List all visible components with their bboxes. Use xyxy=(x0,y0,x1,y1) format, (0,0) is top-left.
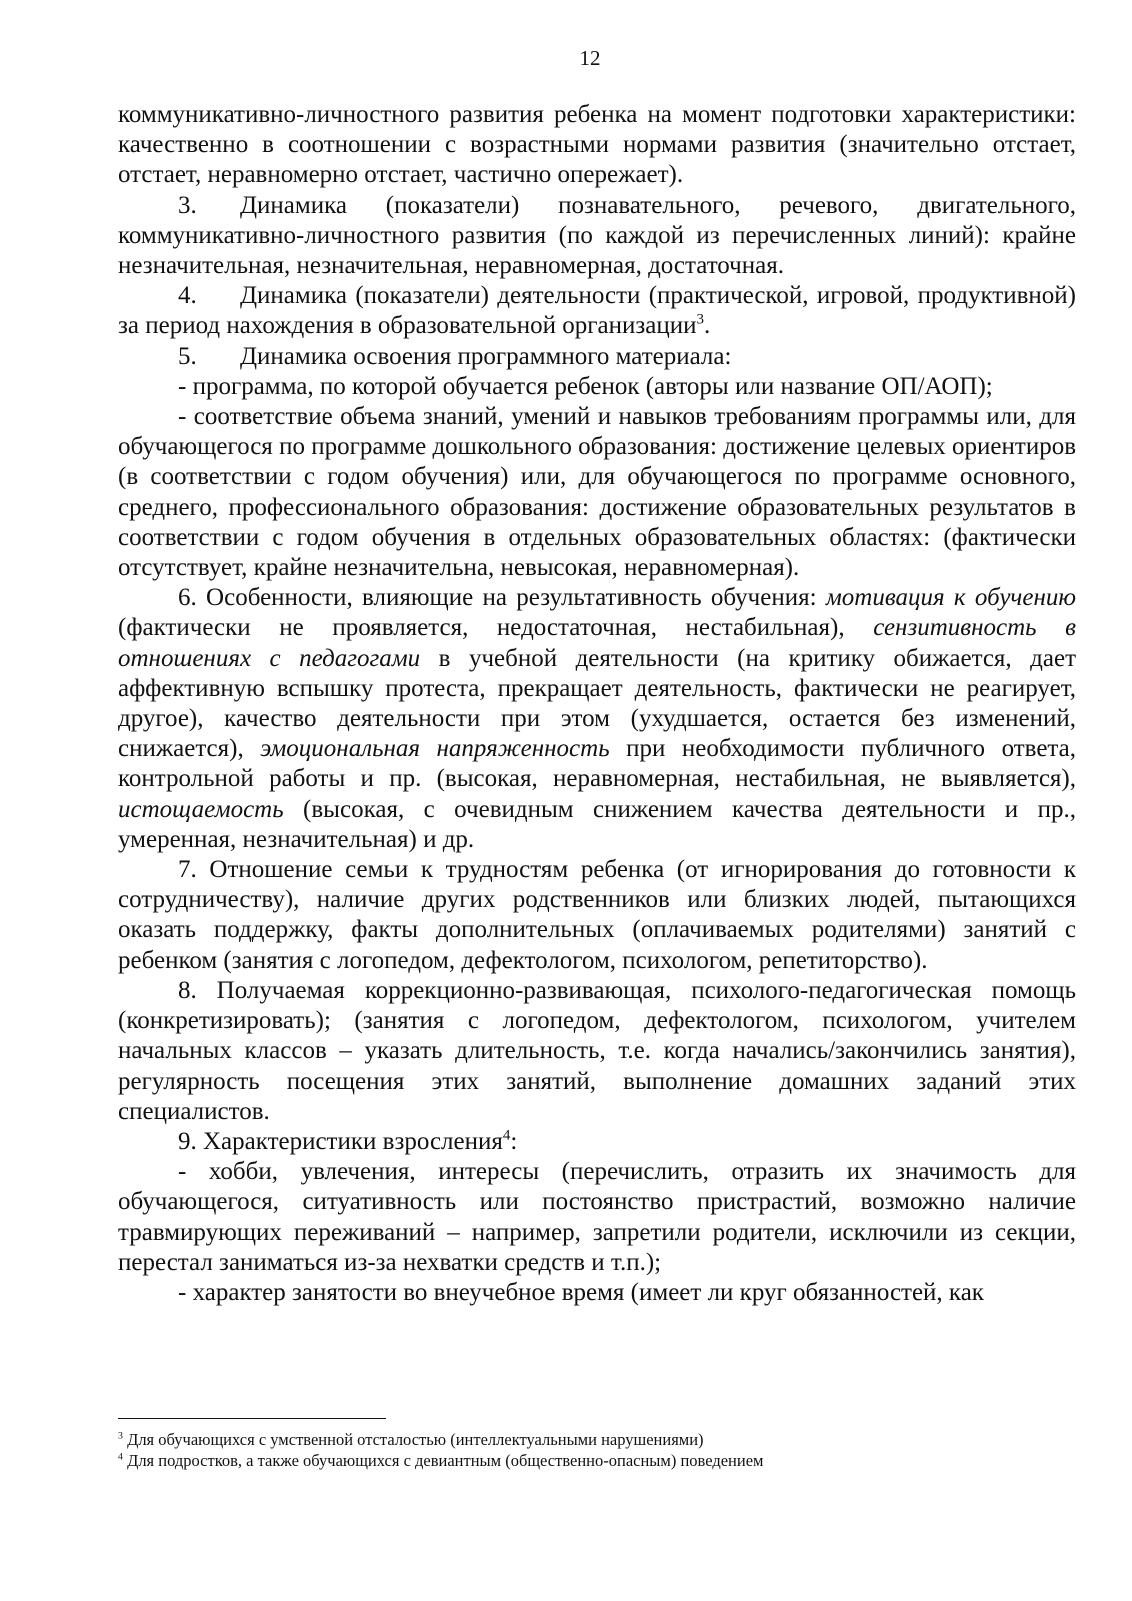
footnote-number: 3 xyxy=(118,1430,123,1442)
paragraph-text: при необходимости публичного ответа, контрольной работы и пр. (высокая, неравномерная, нестабильная, не выявляется), xyxy=(118,735,1076,793)
footnote-ref: 3 xyxy=(696,312,704,329)
paragraph-8: 8. Получаемая коррекционно-развивающая, психолого-педагогическая помощь (конкретизировать); (занятия с логопедом, дефектологом, психологом, учителем начальных классов – указать длительность, т.е. когда начались/закончились занятия), регулярность посещения этих занятий, выполнение домашних заданий этих специалистов. xyxy=(118,976,1076,1125)
page-number: 12 xyxy=(579,46,601,70)
paragraph-text: Динамика освоения программного материала: xyxy=(240,342,732,370)
list-item-hobbies: - хобби, увлечения, интересы (перечислить, отразить их значимость для обучающегося, ситуативность или постоянство пристрастий, возможно наличие травмирующих переживаний – например, запретили родители, исключили из секции, перестал заниматься из-за нехватки средств и т.п.); xyxy=(118,1158,1076,1276)
footnote-text: Для подростков, а также обучающихся с девиантным (общественно-опасным) поведением xyxy=(122,1450,764,1470)
paragraph-text: Динамика (показатели) познавательного, речевого, двигательного, коммуникативно-личностного развития (по каждой из перечисленных линий): крайне незначительная, незначительная, неравномерная, достаточная. xyxy=(118,191,1076,280)
list-item-program: - программа, по которой обучается ребенок (авторы или название ОП/АОП); xyxy=(178,372,993,400)
footnote-number: 4 xyxy=(118,1451,123,1462)
footnote-ref: 4 xyxy=(502,1127,511,1144)
paragraph-6 xyxy=(118,583,1076,855)
paragraph-text: (фактически не проявляется, недостаточная, нестабильная), xyxy=(118,614,874,642)
footnotes xyxy=(118,1430,1076,1471)
paragraph-text: (высокая, с очевидным снижением качества деятельности и пр., умеренная, незначительная) и др. xyxy=(118,795,1076,853)
footnote xyxy=(118,1430,1076,1451)
paragraph-9 xyxy=(118,1127,1076,1157)
paragraph-text: Динамика (показатели) деятельности (практической, игровой, продуктивной) за период нахождения в образовательной организации xyxy=(118,282,1076,340)
list-item-free-time: - характер занятости во внеучебное время (имеет ли круг обязанностей, как xyxy=(178,1278,984,1306)
paragraph-text: 6. Особенности, влияющие на результативность обучения: xyxy=(178,584,826,612)
footnote xyxy=(118,1451,1076,1472)
paragraph-7: 7. Отношение семьи к трудностям ребенка (от игнорирования до готовности к сотрудничеству), наличие других родственников или близких людей, пытающихся оказать поддержку, факты дополнительных (оплачиваемых родителями) занятий с ребенком (занятия с логопедом, дефектологом, психологом, репетиторство). xyxy=(118,856,1076,974)
paragraph-end: . xyxy=(703,312,711,340)
paragraph-text: в учебной деятельности (на критику обижается, дает аффективную вспышку протеста, прекращает деятельность, фактически не реагирует, другое), качество деятельности при этом (ухудшается, остается без изменений, снижается), xyxy=(118,644,1076,763)
paragraph-end: : xyxy=(510,1127,518,1155)
item-number: 4. xyxy=(178,282,197,310)
item-number: 5. xyxy=(178,342,197,370)
italic-term: мотивация к обучению xyxy=(825,584,1076,612)
paragraph-3 xyxy=(118,191,1076,282)
list-item-knowledge: - соответствие объема знаний, умений и навыков требованиям программы или, для обучающегося по программе дошкольного образования: достижение целевых ориентиров (в соответствии с годом обучения) или, для обучающегося по программе основного, среднего, профессионального образования: достижение образовательных результатов в соответствии с годом обучения в отдельных образовательных областях: (фактически отсутствует, крайне незначительна, невысокая, неравномерная). xyxy=(118,403,1076,582)
italic-term: истощаемость xyxy=(118,795,284,823)
paragraph-4 xyxy=(118,281,1076,341)
italic-term: эмоциональная напряженность xyxy=(260,735,610,763)
paragraph-5 xyxy=(118,342,1076,372)
item-number: 3. xyxy=(178,191,197,219)
footnote-separator xyxy=(118,1418,386,1419)
paragraph-text: 9. Характеристики взросления xyxy=(178,1127,503,1155)
main-text xyxy=(118,100,1076,1308)
paragraph-continuation: коммуникативно-личностного развития ребенка на момент подготовки характеристики: качественно в соотношении с возрастными нормами развития (значительно отстает, отстает, неравномерно отстает, частично опережает). xyxy=(118,101,1076,189)
footnote-text: Для обучающихся с умственной отсталостью (интеллектуальными нарушениями) xyxy=(122,1430,704,1449)
italic-term: сензитивность в отношениях с педагогами xyxy=(118,614,1076,672)
